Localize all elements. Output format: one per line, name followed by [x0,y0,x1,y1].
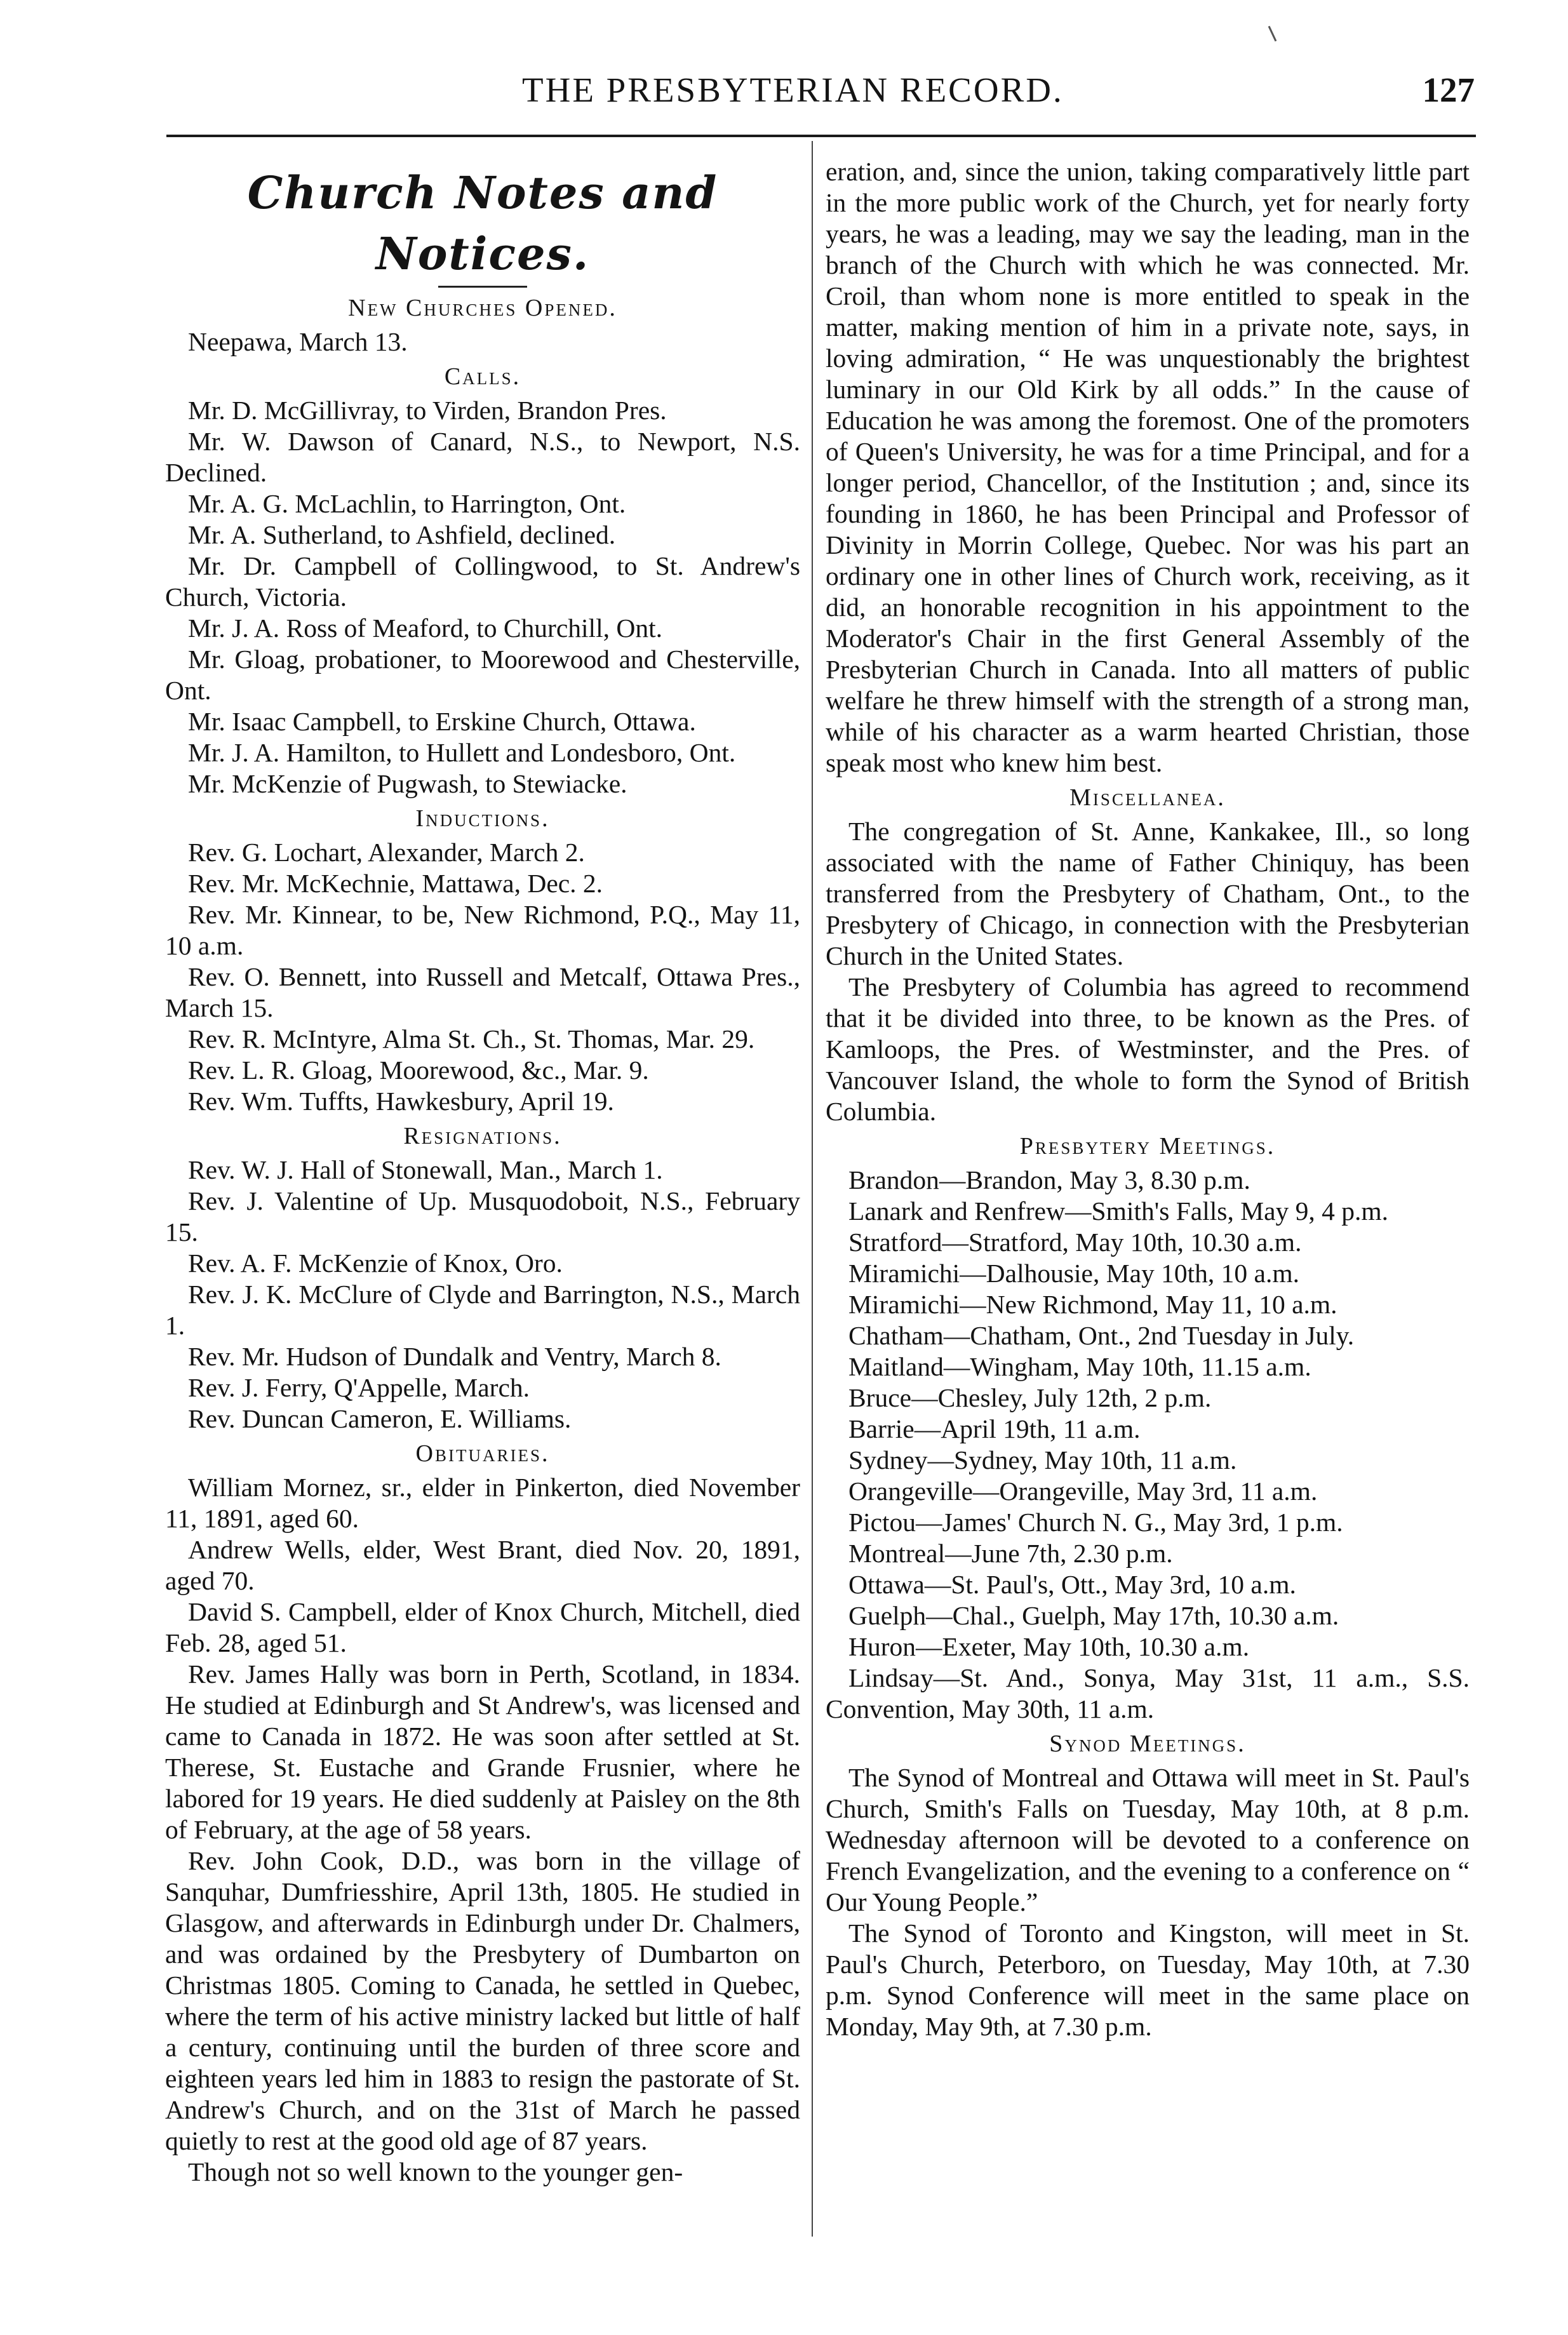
heading-calls: Calls. [444,363,521,390]
entry: Rev. A. F. McKenzie of Knox, Oro. [188,1248,563,1278]
entry: Pictou—James' Church N. G., May 3rd, 1 p.m. [848,1508,1343,1537]
entry: Though not so well known to the younger gen- [188,2157,683,2186]
entry: Mr. McKenzie of Pugwash, to Stewiacke. [188,769,627,798]
entry: The congregation of St. Anne, Kankakee, Ill., so long associated with the name of Father Chiniquy, has been transferred from the Presbytery of Chatham, Ont., to the Presbytery of Chicago, in connection with the Presbyterian Church in the United States. [826,817,1470,970]
entry: Ottawa—St. Paul's, Ott., May 3rd, 10 a.m. [848,1570,1296,1599]
entry: The Synod of Montreal and Ottawa will meet in St. Paul's Church, Smith's Falls on Tuesday, May 10th, at 8 p.m. Wednesday afternoon will be devoted to a conference on French Evangelization, and the evening to a conference on “ Our Young People.” [826,1763,1470,1917]
heading-resignations: Resignations. [403,1123,562,1149]
page-number: 127 [1422,70,1475,109]
entry: Brandon—Brandon, May 3, 8.30 p.m. [848,1165,1250,1194]
entry: Bruce—Chesley, July 12th, 2 p.m. [848,1383,1212,1412]
heading-miscellanea: Miscellanea. [1069,784,1226,811]
entry: Rev. L. R. Gloag, Moorewood, &c., Mar. 9. [188,1055,649,1085]
right-column [826,156,1470,2042]
section-masthead: Church Notes and Notices. [247,166,718,280]
running-head [166,70,1475,127]
entry: Rev. J. K. McClure of Clyde and Barrington, N.S., March 1. [165,1280,800,1340]
entry: Rev. Mr. McKechnie, Mattawa, Dec. 2. [188,869,603,898]
entry: Lanark and Renfrew—Smith's Falls, May 9, 4 p.m. [848,1196,1389,1226]
heading-obituaries: Obituaries. [415,1440,550,1467]
header-rule [166,135,1476,137]
entry: Mr. A. G. McLachlin, to Harrington, Ont. [188,489,626,518]
entry: Rev. O. Bennett, into Russell and Metcalf, Ottawa Pres., March 15. [165,962,800,1022]
entry: Maitland—Wingham, May 10th, 11.15 a.m. [848,1352,1311,1381]
entry: Rev. Wm. Tuffts, Hawkesbury, April 19. [188,1087,614,1116]
entry: Chatham—Chatham, Ont., 2nd Tuesday in July. [848,1321,1355,1350]
entry: Neepawa, March 13. [188,327,408,356]
entry: Guelph—Chal., Guelph, May 17th, 10.30 a.m. [848,1601,1339,1630]
entry: Rev. R. McIntyre, Alma St. Ch., St. Thomas, Mar. 29. [188,1024,755,1054]
heading-presbytery-meetings: Presbytery Meetings. [1019,1133,1276,1160]
entry: Mr. W. Dawson of Canard, N.S., to Newport, N.S. Declined. [165,427,800,487]
entry: Rev. G. Lochart, Alexander, March 2. [188,838,585,867]
column-rule [812,141,813,2237]
entry: Lindsay—St. And., Sonya, May 31st, 11 a.m., S.S. Convention, May 30th, 11 a.m. [826,1663,1470,1723]
masthead-rule [438,286,527,288]
heading-new-churches: New Churches Opened. [348,295,617,321]
scan-mark [1268,26,1277,42]
entry: Barrie—April 19th, 11 a.m. [848,1414,1141,1443]
entry: Rev. Mr. Kinnear, to be, New Richmond, P.Q., May 11, 10 a.m. [165,900,800,960]
entry: Mr. D. McGillivray, to Virden, Brandon Pres. [188,396,667,425]
entry: David S. Campbell, elder of Knox Church, Mitchell, died Feb. 28, aged 51. [165,1597,800,1657]
entry: Sydney—Sydney, May 10th, 11 a.m. [848,1445,1237,1475]
entry: Stratford—Stratford, May 10th, 10.30 a.m. [848,1228,1302,1257]
entry: Rev. Duncan Cameron, E. Williams. [188,1404,572,1433]
entry: Rev. Mr. Hudson of Dundalk and Ventry, March 8. [188,1342,721,1371]
entry: Rev. J. Ferry, Q'Appelle, March. [188,1373,530,1402]
entry: Mr. Isaac Campbell, to Erskine Church, Ottawa. [188,707,696,736]
entry: Mr. Dr. Campbell of Collingwood, to St. Andrew's Church, Victoria. [165,551,800,612]
running-title: THE PRESBYTERIAN RECORD. [522,70,1064,109]
entry: Montreal—June 7th, 2.30 p.m. [848,1539,1173,1568]
entry: Rev. James Hally was born in Perth, Scotland, in 1834. He studied at Edinburgh and St Andrew's, was licensed and came to Canada in 1872. He was soon after settled at St. Therese, St. Eustache and Grande Frusnier, where he labored for 19 years. He died suddenly at Paisley on the 8th of February, at the age of 58 years. [165,1659,800,1844]
entry: William Mornez, sr., elder in Pinkerton, died November 11, 1891, aged 60. [165,1473,800,1533]
continued-paragraph: eration, and, since the union, taking comparatively little part in the more public work of the Church, yet for nearly forty years, he was a leading, may we say the leading, man in the branch of the Church with which he was connected. Mr. Croil, than whom none is more entitled to speak in the matter, making mention of him in a private note, says, in loving admiration, “ He was unquestionably the brightest luminary in our Old Kirk by all odds.” In the cause of Education he was among the foremost. One of the promoters of Queen's University, he was for a time Principal, and for a longer period, Chancellor, of the Institution ; and, since its founding in 1860, he has been Principal and Professor of Divinity in Morrin College, Quebec. Nor was his part an ordinary one in other lines of Church work, receiving, as it did, an honorable recognition in his appointment to the Moderator's Chair in the first General Assembly of the Presbyterian Church in Canada. Into all matters of public welfare he threw himself with the strength of a strong man, while of his character as a warm hearted Christian, those speak most who knew him best. [826,157,1470,777]
entry: Rev. J. Valentine of Up. Musquodoboit, N.S., February 15. [165,1186,800,1247]
entry: Orangeville—Orangeville, May 3rd, 11 a.m. [848,1476,1318,1506]
entry: The Presbytery of Columbia has agreed to recommend that it be divided into three, to be known as the Pres. of Kamloops, the Pres. of Westminster, and the Pres. of Vancouver Island, the whole to form the Synod of British Columbia. [826,972,1470,1126]
entry: The Synod of Toronto and Kingston, will meet in St. Paul's Church, Peterboro, on Tuesday, May 10th, at 7.30 p.m. Synod Conference will meet in the same place on Monday, May 9th, at 7.30 p.m. [826,1918,1470,2041]
entry: Mr. J. A. Ross of Meaford, to Churchill, Ont. [188,613,662,643]
entry: Rev. W. J. Hall of Stonewall, Man., March 1. [188,1155,663,1184]
entry: Rev. John Cook, D.D., was born in the village of Sanquhar, Dumfriesshire, April 13th, 1805. He studied in Glasgow, and afterwards in Edinburgh under Dr. Chalmers, and was ordained by the Presbytery of Dumbarton on Christmas 1805. Coming to Canada, he settled in Quebec, where the term of his active ministry lacked but little of half a century, continuing until the burden of three score and eighteen years led him in 1883 to resign the pastorate of St. Andrew's Church, and on the 31st of March he passed quietly to rest at the good old age of 87 years. [165,1846,800,2155]
entry: Andrew Wells, elder, West Brant, died Nov. 20, 1891, aged 70. [165,1535,800,1595]
entry: Mr. J. A. Hamilton, to Hullett and Londesboro, Ont. [188,738,736,767]
entry: Miramichi—Dalhousie, May 10th, 10 a.m. [848,1259,1299,1288]
entry: Mr. A. Sutherland, to Ashfield, declined. [188,520,616,549]
heading-synod-meetings: Synod Meetings. [1049,1730,1246,1757]
entry: Miramichi—New Richmond, May 11, 10 a.m. [848,1290,1337,1319]
left-column [165,156,800,2188]
heading-inductions: Inductions. [415,805,550,832]
entry: Mr. Gloag, probationer, to Moorewood and Chesterville, Ont. [165,645,800,705]
entry: Huron—Exeter, May 10th, 10.30 a.m. [848,1632,1250,1661]
